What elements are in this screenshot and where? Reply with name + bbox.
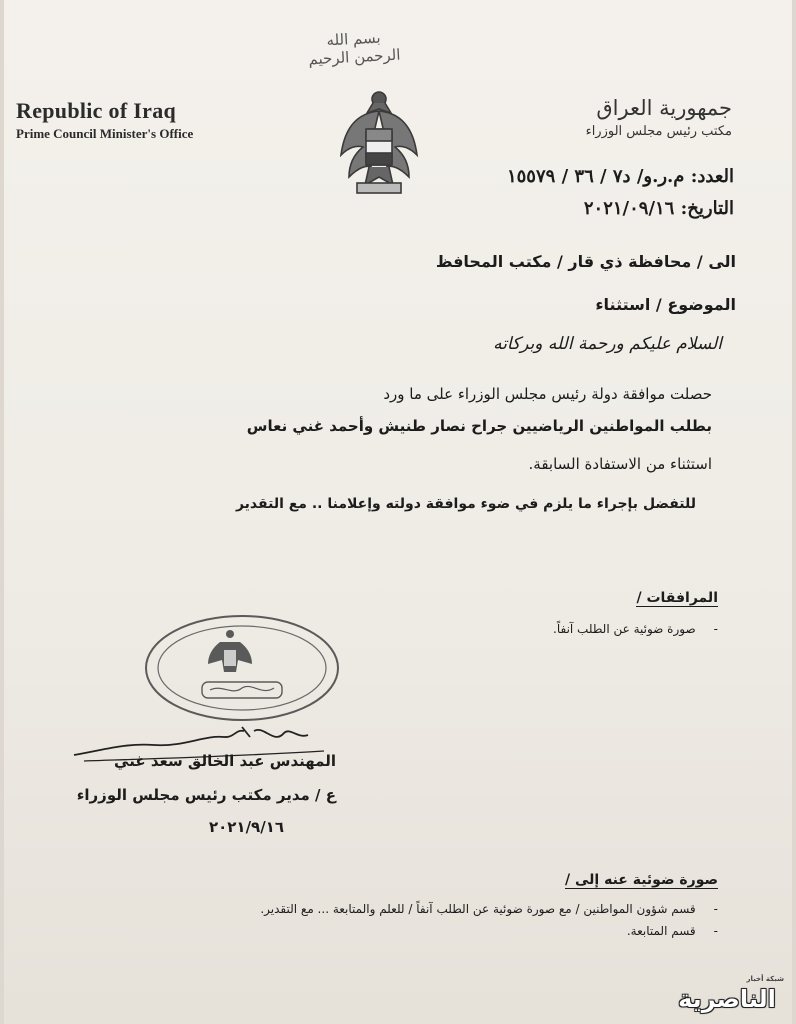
body-paragraph-line-1: حصلت موافقة دولة رئيس مجلس الوزراء على ما ورد bbox=[383, 385, 712, 403]
signatory-date: ٢٠٢١/٩/١٦ bbox=[208, 818, 284, 836]
greeting-line: السلام عليكم ورحمة الله وبركاته bbox=[493, 334, 722, 354]
subject-line: الموضوع / استثناء bbox=[595, 295, 736, 314]
request-line: للتفضل بإجراء ما يلزم في ضوء موافقة دولته وإعلامنا .. مع التقدير bbox=[235, 496, 696, 512]
office-subtitle-en: Prime Council Minister's Office bbox=[16, 126, 194, 141]
signatory-name: المهندس عبد الخالق سعد غني bbox=[114, 752, 336, 770]
letter-page bbox=[4, 0, 792, 1024]
republic-title-en: Republic of Iraq bbox=[16, 98, 177, 123]
office-subtitle-ar: مكتب رئيس مجلس الوزراء bbox=[585, 124, 732, 139]
attachments-title: المرافقات / bbox=[636, 590, 718, 606]
watermark-tag: شبكة أخبار bbox=[746, 975, 784, 983]
copy-item: -قسم المتابعة. bbox=[626, 924, 718, 938]
english-letterhead bbox=[16, 98, 256, 142]
body-paragraph-line-3: استثناء من الاستفادة السابقة. bbox=[528, 455, 712, 473]
watermark-name: الناصرية bbox=[678, 985, 776, 1013]
official-stamp-icon bbox=[142, 612, 342, 724]
reference-number: العدد: م.ر.و/ د٧ / ٣٦ / ١٥٥٧٩ bbox=[506, 166, 734, 187]
site-watermark-logo bbox=[664, 975, 790, 1020]
copy-item: -قسم شؤون المواطنين / مع صورة ضوئية عن الطلب آنفاً / للعلم والمتابعة ... مع التقدير. bbox=[260, 902, 718, 916]
copies-title: صورة ضوئية عنه إلى / bbox=[565, 872, 718, 888]
attachment-item: -صورة ضوئية عن الطلب آنفاً. bbox=[553, 622, 718, 636]
signatory-title: ع / مدير مكتب رئيس مجلس الوزراء bbox=[76, 786, 336, 804]
republic-title-ar: جمهورية العراق bbox=[596, 96, 732, 120]
body-paragraph-line-2: بطلب المواطنين الرياضيين جراح نصار طنيش وأحمد غني نعاس bbox=[246, 417, 712, 435]
arabic-letterhead bbox=[452, 96, 732, 139]
basmala-calligraphy: بسم الله الرحمن الرحيم bbox=[308, 28, 401, 69]
reference-date: التاريخ: ٢٠٢١/٠٩/١٦ bbox=[583, 198, 734, 219]
recipient-line: الى / محافظة ذي قار / مكتب المحافظ bbox=[435, 252, 736, 271]
